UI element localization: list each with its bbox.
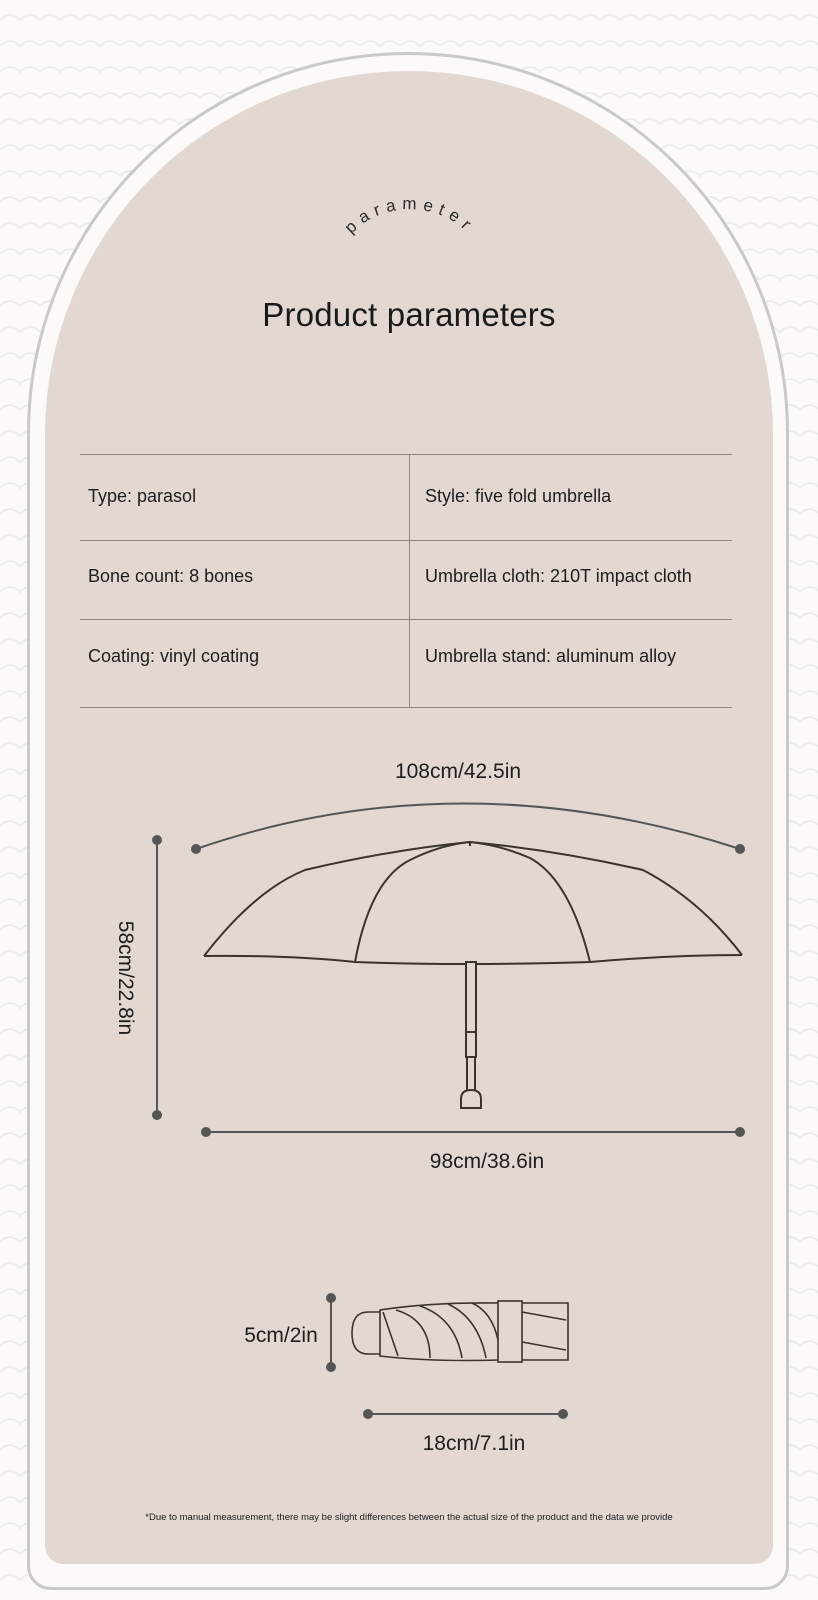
- span-label: 108cm/42.5in: [394, 760, 522, 783]
- length-end-dot: [558, 1409, 568, 1419]
- param-stand: Umbrella stand: aluminum alloy: [425, 646, 677, 666]
- folded-umbrella: [352, 1301, 568, 1362]
- open-umbrella: [204, 842, 742, 1108]
- width-end-dot: [735, 1127, 745, 1137]
- length-label: 18cm/7.1in: [422, 1432, 526, 1455]
- param-type: Type: parasol: [88, 486, 197, 506]
- width-label: 98cm/38.6in: [429, 1150, 545, 1173]
- param-cloth: Umbrella cloth: 210T impact cloth: [425, 566, 692, 586]
- span-arc-start-dot: [191, 844, 201, 854]
- subtitle-text: parameter: [340, 194, 480, 238]
- height-bottom-dot: [152, 1110, 162, 1120]
- diameter-top-dot: [326, 1293, 336, 1303]
- param-bone-count: Bone count: 8 bones: [88, 566, 254, 586]
- diameter-label: 5cm/2in: [244, 1324, 318, 1347]
- diameter-bottom-dot: [326, 1362, 336, 1372]
- height-top-dot: [152, 835, 162, 845]
- length-start-dot: [363, 1409, 373, 1419]
- height-label: 58cm/22.8in: [114, 920, 137, 1036]
- footnote: *Due to manual measurement, there may be slight differences between the actual size of the product and the data we provide: [145, 1512, 673, 1523]
- param-style: Style: five fold umbrella: [425, 486, 612, 506]
- span-arc-end-dot: [735, 844, 745, 854]
- width-start-dot: [201, 1127, 211, 1137]
- param-coating: Coating: vinyl coating: [88, 646, 260, 666]
- page-title: Product parameters: [262, 296, 556, 333]
